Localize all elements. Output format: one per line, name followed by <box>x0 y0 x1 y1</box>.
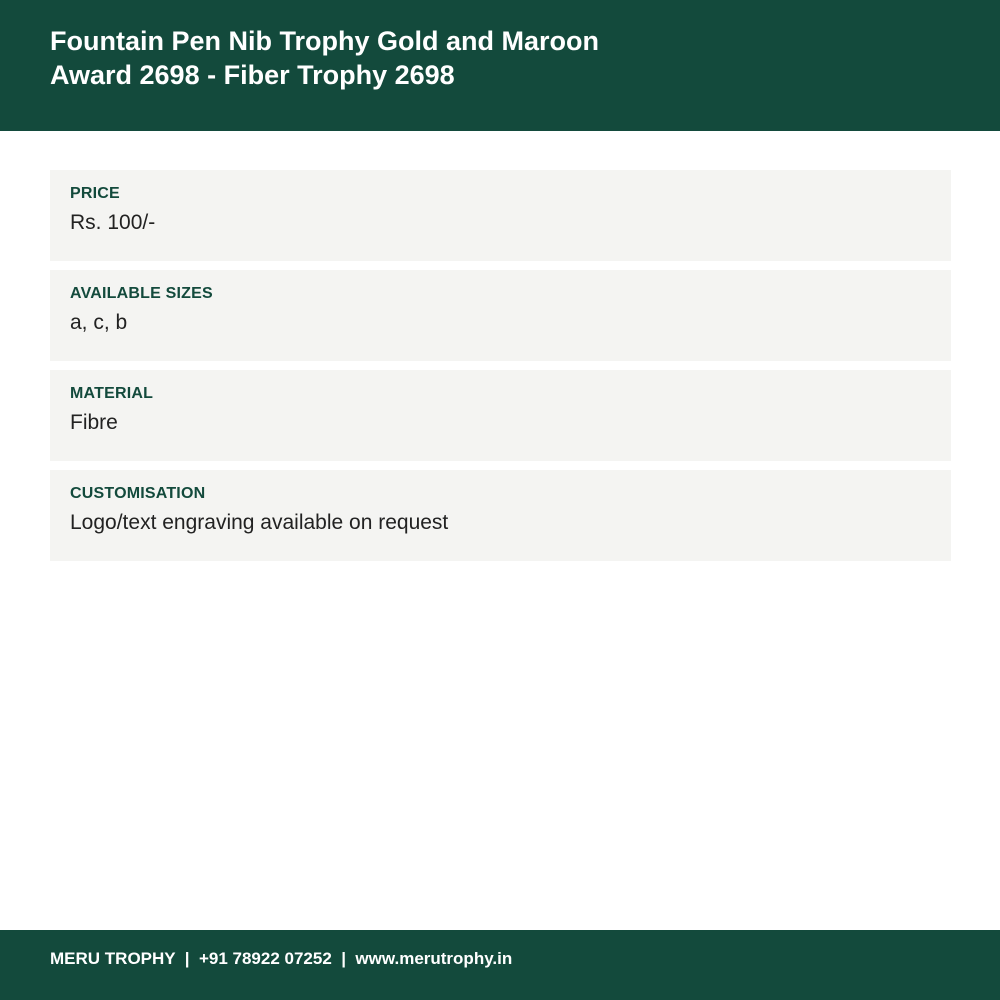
price-value: Rs. 100/- <box>70 211 156 234</box>
price-card <box>50 170 951 261</box>
material-card <box>50 370 951 461</box>
sizes-card <box>50 270 951 361</box>
customisation-label: CUSTOMISATION <box>70 485 206 502</box>
page-title-line-1: Fountain Pen Nib Trophy Gold and Maroon <box>50 26 599 56</box>
footer-contact-text: MERU TROPHY | +91 78922 07252 | www.merutrophy.in <box>50 949 513 968</box>
footer-bar <box>0 930 1000 1000</box>
header-banner <box>0 0 1000 131</box>
page-title-line-2: Award 2698 - Fiber Trophy 2698 <box>50 60 455 90</box>
customisation-value: Logo/text engraving available on request <box>70 511 449 534</box>
sizes-value: a, c, b <box>70 311 128 334</box>
sizes-label: AVAILABLE SIZES <box>70 285 213 302</box>
customisation-card <box>50 470 951 561</box>
material-value: Fibre <box>70 411 118 434</box>
material-label: MATERIAL <box>70 385 154 402</box>
price-label: PRICE <box>70 185 120 202</box>
